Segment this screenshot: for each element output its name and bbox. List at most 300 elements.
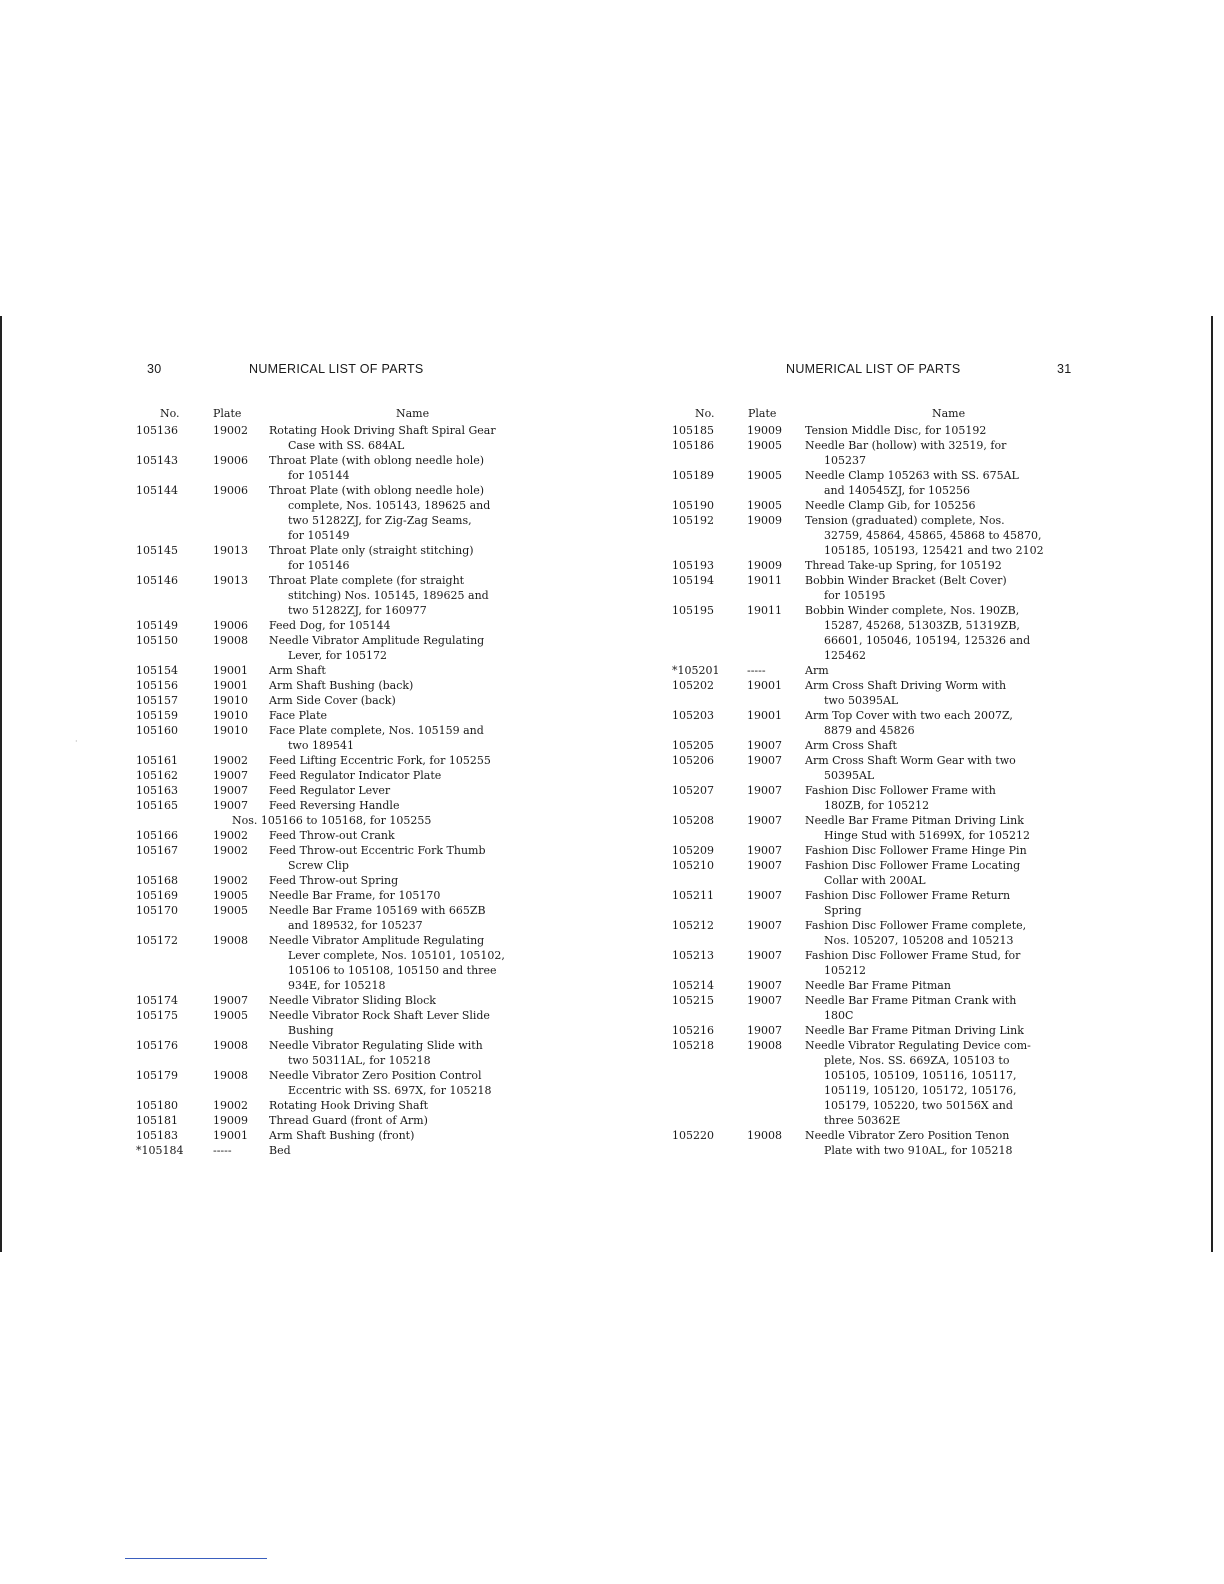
part-description [269, 1008, 556, 1038]
part-entry [672, 1128, 1092, 1158]
part-entry [672, 738, 1092, 753]
part-description [805, 573, 1092, 603]
part-entry [136, 543, 556, 573]
part-entry [136, 663, 556, 678]
part-number: 105176 [136, 1039, 178, 1052]
part-entry [136, 708, 556, 723]
part-description [269, 618, 556, 633]
description-continuation: 105105, 105109, 105116, 105117, [824, 1069, 1017, 1082]
part-number: 105206 [672, 754, 714, 767]
part-number: 105185 [672, 424, 714, 437]
description-line: Feed Throw-out Crank [269, 829, 395, 842]
description-continuation: two 51282ZJ, for 160977 [288, 604, 427, 617]
plate-number: 19011 [747, 574, 782, 587]
description-line: Thread Guard (front of Arm) [269, 1114, 428, 1127]
part-description [269, 1098, 556, 1113]
part-description [269, 573, 556, 618]
description-continuation: 105119, 105120, 105172, 105176, [824, 1084, 1017, 1097]
left-parts-list [136, 423, 556, 1158]
description-line: Arm [805, 664, 829, 677]
description-line: Tension (graduated) complete, Nos. [805, 514, 1005, 527]
part-entry [136, 573, 556, 618]
page-edge-left [0, 316, 2, 1252]
description-line: Rotating Hook Driving Shaft Spiral Gear [269, 424, 496, 437]
part-description [805, 468, 1092, 498]
part-entry [136, 828, 556, 843]
part-description [269, 708, 556, 723]
description-line: Needle Bar Frame Pitman Driving Link [805, 814, 1024, 827]
group-note-row [136, 813, 556, 828]
description-continuation: 105212 [824, 964, 866, 977]
part-entry [136, 873, 556, 888]
part-description [269, 753, 556, 768]
header-no: No. [160, 407, 180, 420]
part-description [269, 993, 556, 1008]
part-number: 105146 [136, 574, 178, 587]
header-plate: Plate [213, 407, 242, 420]
part-description [805, 558, 1092, 573]
description-line: Fashion Disc Follower Frame Stud, for [805, 949, 1021, 962]
part-entry [136, 798, 556, 813]
part-number: 105157 [136, 694, 178, 707]
header-plate: Plate [748, 407, 777, 420]
part-entry [672, 948, 1092, 978]
part-number: 105194 [672, 574, 714, 587]
description-continuation: Hinge Stud with 51699X, for 105212 [824, 829, 1031, 842]
description-line: Arm Shaft Bushing (front) [269, 1129, 415, 1142]
plate-number: 19005 [747, 469, 782, 482]
part-description [269, 888, 556, 903]
description-line: Needle Vibrator Amplitude Regulating [269, 934, 485, 947]
part-entry [136, 633, 556, 663]
part-number: 105181 [136, 1114, 178, 1127]
description-continuation: Lever, for 105172 [288, 649, 388, 662]
plate-number: 19009 [747, 559, 782, 572]
part-number: 105205 [672, 739, 714, 752]
part-description [269, 1068, 556, 1098]
part-entry [136, 453, 556, 483]
left-running-head: NUMERICAL LIST OF PARTS [249, 362, 424, 376]
description-continuation: Eccentric with SS. 697X, for 105218 [288, 1084, 492, 1097]
part-number: 105145 [136, 544, 178, 557]
description-continuation: Spring [824, 904, 862, 917]
plate-number: 19007 [747, 994, 782, 1007]
part-entry [672, 888, 1092, 918]
part-number: 105143 [136, 454, 178, 467]
part-description [269, 768, 556, 783]
part-number: 105175 [136, 1009, 178, 1022]
description-line: Face Plate [269, 709, 328, 722]
part-description [805, 423, 1092, 438]
part-description [805, 993, 1092, 1023]
description-continuation: two 50311AL, for 105218 [288, 1054, 431, 1067]
description-line: Needle Bar Frame Pitman Driving Link [805, 1024, 1024, 1037]
part-number: 105159 [136, 709, 178, 722]
part-entry [136, 618, 556, 633]
description-line: Bobbin Winder Bracket (Belt Cover) [805, 574, 1007, 587]
part-number: 105192 [672, 514, 714, 527]
plate-number: 19008 [213, 1069, 248, 1082]
part-number: 105150 [136, 634, 178, 647]
part-description [269, 828, 556, 843]
part-entry [136, 1113, 556, 1128]
part-entry [672, 918, 1092, 948]
description-line: Throat Plate (with oblong needle hole) [269, 484, 485, 497]
description-continuation: and 189532, for 105237 [288, 919, 423, 932]
part-entry [672, 468, 1092, 498]
part-entry [672, 783, 1092, 813]
part-number: 105179 [136, 1069, 178, 1082]
part-number: 105212 [672, 919, 714, 932]
part-number: 105208 [672, 814, 714, 827]
part-number: 105193 [672, 559, 714, 572]
right-running-head: NUMERICAL LIST OF PARTS [786, 362, 961, 376]
description-line: Throat Plate only (straight stitching) [269, 544, 474, 557]
plate-number: 19007 [747, 919, 782, 932]
description-line: Thread Take-up Spring, for 105192 [805, 559, 1002, 572]
description-continuation: stitching) Nos. 105145, 189625 and [288, 589, 489, 602]
description-line: Fashion Disc Follower Frame complete, [805, 919, 1027, 932]
part-description [805, 843, 1092, 858]
description-line: Fashion Disc Follower Frame Locating [805, 859, 1021, 872]
description-continuation: 8879 and 45826 [824, 724, 915, 737]
part-number: 105210 [672, 859, 714, 872]
part-number: 105166 [136, 829, 178, 842]
part-description [269, 873, 556, 888]
plate-number: 19009 [747, 424, 782, 437]
right-page-number: 31 [1057, 362, 1072, 376]
plate-number: 19007 [747, 949, 782, 962]
part-description [269, 543, 556, 573]
part-number: 105160 [136, 724, 178, 737]
description-continuation: 105237 [824, 454, 866, 467]
part-entry [136, 483, 556, 543]
part-entry [136, 1038, 556, 1068]
description-continuation: three 50362E [824, 1114, 901, 1127]
description-continuation: for 105144 [288, 469, 350, 482]
part-number: 105190 [672, 499, 714, 512]
part-description [269, 693, 556, 708]
description-continuation: Screw Clip [288, 859, 349, 872]
plate-number: 19005 [213, 904, 248, 917]
part-number: 105207 [672, 784, 714, 797]
description-line: Arm Cross Shaft [805, 739, 897, 752]
part-number: 105195 [672, 604, 714, 617]
part-number: 105215 [672, 994, 714, 1007]
description-line: Bed [269, 1144, 291, 1157]
description-continuation: Plate with two 910AL, for 105218 [824, 1144, 1013, 1157]
part-description [805, 813, 1092, 843]
part-entry [672, 423, 1092, 438]
part-description [269, 933, 556, 993]
plate-number: 19007 [747, 859, 782, 872]
description-line: Needle Vibrator Amplitude Regulating [269, 634, 485, 647]
description-continuation: two 51282ZJ, for Zig-Zag Seams, [288, 514, 472, 527]
plate-number: 19008 [213, 934, 248, 947]
part-description [269, 678, 556, 693]
part-entry [136, 1098, 556, 1113]
description-continuation: 32759, 45864, 45865, 45868 to 45870, [824, 529, 1042, 542]
scan-speck: · [75, 737, 78, 746]
part-number: 105172 [136, 934, 178, 947]
part-description [805, 1023, 1092, 1038]
plate-number: 19001 [747, 679, 782, 692]
part-number: 105149 [136, 619, 178, 632]
part-description [805, 783, 1092, 813]
plate-number: 19001 [213, 679, 248, 692]
plate-number: 19002 [213, 424, 248, 437]
part-number: 105202 [672, 679, 714, 692]
part-description [805, 708, 1092, 738]
part-number: 105162 [136, 769, 178, 782]
description-continuation: Case with SS. 684AL [288, 439, 405, 452]
part-number: 105170 [136, 904, 178, 917]
part-description [269, 423, 556, 453]
plate-number: 19009 [747, 514, 782, 527]
part-number: *105184 [136, 1144, 184, 1157]
part-description [269, 663, 556, 678]
plate-number: 19007 [747, 784, 782, 797]
description-line: Bobbin Winder complete, Nos. 190ZB, [805, 604, 1020, 617]
plate-number: 19005 [747, 439, 782, 452]
part-number: 105136 [136, 424, 178, 437]
part-number: 105203 [672, 709, 714, 722]
part-entry [136, 888, 556, 903]
plate-number: 19001 [213, 664, 248, 677]
description-line: Feed Regulator Indicator Plate [269, 769, 442, 782]
plate-number: 19010 [213, 724, 248, 737]
description-line: Fashion Disc Follower Frame with [805, 784, 996, 797]
part-entry [672, 558, 1092, 573]
plate-number: 19002 [213, 829, 248, 842]
plate-number: 19005 [213, 889, 248, 902]
description-line: Needle Bar (hollow) with 32519, for [805, 439, 1007, 452]
part-number: 105169 [136, 889, 178, 902]
plate-number: 19008 [213, 1039, 248, 1052]
part-entry [136, 1143, 556, 1158]
plate-number: 19006 [213, 484, 248, 497]
plate-number: 19007 [747, 979, 782, 992]
part-description [805, 978, 1092, 993]
part-description [269, 1143, 556, 1158]
part-description [269, 483, 556, 543]
part-number: 105218 [672, 1039, 714, 1052]
description-line: Needle Vibrator Regulating Device com- [805, 1039, 1031, 1052]
description-line: Fashion Disc Follower Frame Return [805, 889, 1011, 902]
part-description [269, 453, 556, 483]
description-continuation: for 105195 [824, 589, 886, 602]
plate-number: 19008 [747, 1129, 782, 1142]
description-continuation: 105106 to 105108, 105150 and three [288, 964, 497, 977]
part-description [269, 1038, 556, 1068]
part-description [269, 1113, 556, 1128]
description-line: Feed Lifting Eccentric Fork, for 105255 [269, 754, 491, 767]
part-number: 105163 [136, 784, 178, 797]
part-entry [672, 858, 1092, 888]
plate-number: 19007 [747, 739, 782, 752]
part-description [269, 798, 556, 813]
part-description [269, 1128, 556, 1143]
part-number: 105168 [136, 874, 178, 887]
part-entry [136, 1128, 556, 1143]
part-description [805, 918, 1092, 948]
part-description [805, 603, 1092, 663]
plate-number: ----- [747, 664, 766, 677]
part-number: *105201 [672, 664, 720, 677]
description-line: Needle Vibrator Zero Position Control [269, 1069, 482, 1082]
part-description [269, 843, 556, 873]
description-line: Needle Bar Frame Pitman [805, 979, 951, 992]
description-continuation: Bushing [288, 1024, 334, 1037]
plate-number: 19013 [213, 544, 248, 557]
part-entry [672, 813, 1092, 843]
plate-number: 19006 [213, 619, 248, 632]
part-entry [136, 753, 556, 768]
description-continuation: for 105149 [288, 529, 350, 542]
plate-number: 19002 [213, 874, 248, 887]
description-continuation: Collar with 200AL [824, 874, 926, 887]
description-continuation: Nos. 105207, 105208 and 105213 [824, 934, 1014, 947]
part-entry [672, 603, 1092, 663]
part-entry [136, 1068, 556, 1098]
part-entry [672, 438, 1092, 468]
part-number: 105189 [672, 469, 714, 482]
description-line: Throat Plate (with oblong needle hole) [269, 454, 485, 467]
plate-number: 19007 [747, 1024, 782, 1037]
part-entry [672, 678, 1092, 708]
part-number: 105211 [672, 889, 714, 902]
header-name: Name [932, 407, 966, 420]
description-continuation: 180C [824, 1009, 854, 1022]
part-description [805, 438, 1092, 468]
plate-number: 19007 [213, 799, 248, 812]
part-entry [672, 993, 1092, 1023]
plate-number: 19008 [747, 1039, 782, 1052]
group-note: Nos. 105166 to 105168, for 105255 [232, 814, 432, 827]
description-line: Needle Clamp Gib, for 105256 [805, 499, 976, 512]
part-entry [672, 753, 1092, 783]
part-entry [672, 573, 1092, 603]
description-continuation: complete, Nos. 105143, 189625 and [288, 499, 491, 512]
description-line: Arm Shaft Bushing (back) [269, 679, 414, 692]
part-description [269, 633, 556, 663]
part-number: 105183 [136, 1129, 178, 1142]
description-line: Arm Side Cover (back) [269, 694, 396, 707]
part-description [805, 513, 1092, 558]
part-entry [672, 843, 1092, 858]
description-continuation: 15287, 45268, 51303ZB, 51319ZB, [824, 619, 1020, 632]
plate-number: 19010 [213, 709, 248, 722]
description-continuation: 50395AL [824, 769, 875, 782]
description-line: Arm Shaft [269, 664, 326, 677]
description-continuation: and 140545ZJ, for 105256 [824, 484, 971, 497]
part-description [805, 948, 1092, 978]
description-line: Throat Plate complete (for straight [269, 574, 465, 587]
part-entry [136, 843, 556, 873]
plate-number: 19002 [213, 754, 248, 767]
part-entry [672, 498, 1092, 513]
description-continuation: 934E, for 105218 [288, 979, 386, 992]
plate-number: 19008 [213, 634, 248, 647]
part-description [805, 498, 1092, 513]
description-continuation: for 105146 [288, 559, 350, 572]
description-continuation: two 50395AL [824, 694, 899, 707]
plate-number: 19001 [747, 709, 782, 722]
plate-number: 19011 [747, 604, 782, 617]
plate-number: 19013 [213, 574, 248, 587]
plate-number: 19007 [213, 769, 248, 782]
part-description [269, 903, 556, 933]
plate-number: 19002 [213, 844, 248, 857]
description-continuation: 66601, 105046, 105194, 125326 and [824, 634, 1031, 647]
part-description [805, 738, 1092, 753]
part-entry [672, 708, 1092, 738]
part-description [805, 1038, 1092, 1128]
plate-number: 19007 [747, 844, 782, 857]
bottom-rule [125, 1558, 267, 1559]
part-description [269, 783, 556, 798]
description-line: Rotating Hook Driving Shaft [269, 1099, 429, 1112]
left-page-number: 30 [147, 362, 162, 376]
description-line: Needle Bar Frame, for 105170 [269, 889, 441, 902]
description-line: Arm Top Cover with two each 2007Z, [805, 709, 1013, 722]
plate-number: ----- [213, 1144, 232, 1157]
description-line: Tension Middle Disc, for 105192 [805, 424, 987, 437]
part-description [805, 858, 1092, 888]
plate-number: 19006 [213, 454, 248, 467]
part-entry [672, 513, 1092, 558]
part-entry [136, 768, 556, 783]
description-line: Needle Vibrator Sliding Block [269, 994, 436, 1007]
plate-number: 19001 [213, 1129, 248, 1142]
part-number: 105167 [136, 844, 178, 857]
description-continuation: Lever complete, Nos. 105101, 105102, [288, 949, 505, 962]
part-entry [136, 1008, 556, 1038]
plate-number: 19007 [747, 889, 782, 902]
part-description [269, 723, 556, 753]
description-line: Arm Cross Shaft Worm Gear with two [805, 754, 1016, 767]
part-number: 105216 [672, 1024, 714, 1037]
part-number: 105165 [136, 799, 178, 812]
part-entry [672, 1038, 1092, 1128]
description-line: Feed Reversing Handle [269, 799, 400, 812]
part-entry [136, 993, 556, 1008]
description-continuation: 105179, 105220, two 50156X and [824, 1099, 1013, 1112]
part-entry [136, 933, 556, 993]
part-number: 105213 [672, 949, 714, 962]
description-line: Feed Throw-out Eccentric Fork Thumb [269, 844, 486, 857]
description-continuation: 180ZB, for 105212 [824, 799, 930, 812]
description-line: Fashion Disc Follower Frame Hinge Pin [805, 844, 1027, 857]
description-line: Needle Vibrator Rock Shaft Lever Slide [269, 1009, 490, 1022]
part-description [805, 663, 1092, 678]
part-entry [672, 663, 1092, 678]
description-line: Arm Cross Shaft Driving Worm with [805, 679, 1007, 692]
description-line: Needle Clamp 105263 with SS. 675AL [805, 469, 1019, 482]
part-description [805, 1128, 1092, 1158]
part-description [805, 678, 1092, 708]
plate-number: 19007 [747, 754, 782, 767]
header-no: No. [695, 407, 715, 420]
description-continuation: 105185, 105193, 125421 and two 2102 [824, 544, 1044, 557]
description-line: Needle Vibrator Zero Position Tenon [805, 1129, 1010, 1142]
part-number: 105161 [136, 754, 178, 767]
description-line: Needle Bar Frame 105169 with 665ZB [269, 904, 486, 917]
part-description [805, 888, 1092, 918]
description-line: Needle Vibrator Regulating Slide with [269, 1039, 483, 1052]
part-number: 105209 [672, 844, 714, 857]
part-number: 105154 [136, 664, 178, 677]
